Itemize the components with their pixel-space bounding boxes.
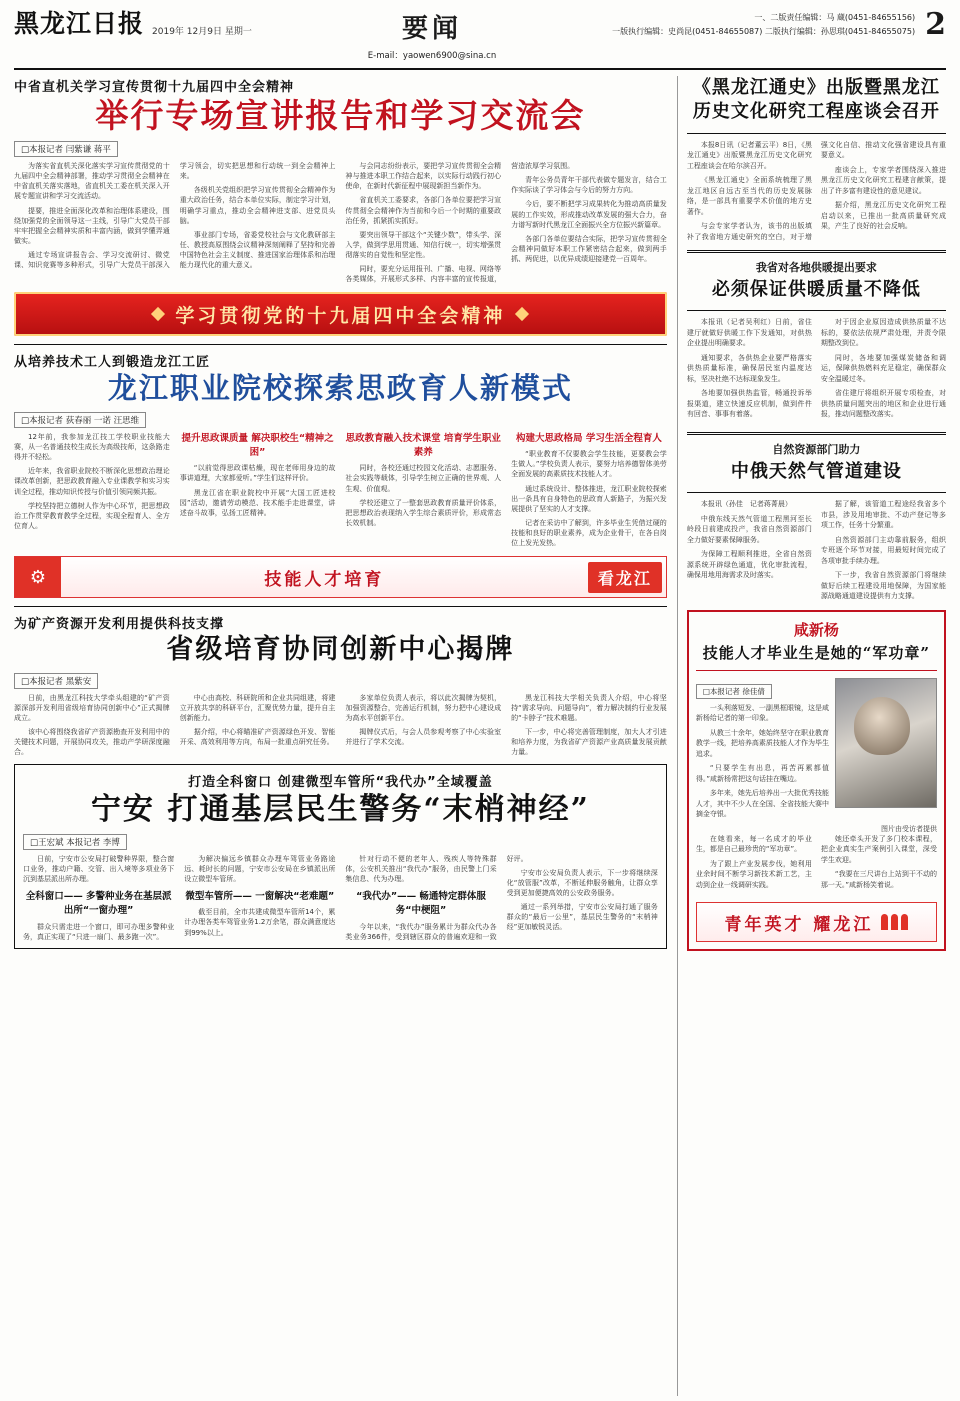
youth-banner-text: 青年英才 耀龙江 [724, 914, 874, 935]
paragraph: 为落实省直机关深化落实学习宣传贯彻党的十九届四中全会精神部署，推动学习贯彻全会精神在中省直机关落实落地，省直机关工委在机关深入开展专题宣讲和学习交流活动。 [14, 161, 170, 201]
paragraph: 为了跟上产业发展步伐，她利用业余时间不断学习新技术新工艺，主动到企业一线调研实践。 [695, 859, 812, 889]
article-innovation-center [14, 613, 667, 757]
paragraph: 据了解，该管道工程途经我省多个市县，涉及用地审批、不动产登记等多项工作，任务十分繁重。 [820, 500, 946, 530]
profile-headline: 技能人才毕业生是她的“军功章” [702, 643, 931, 662]
diamond-icon [515, 307, 529, 321]
right2-body [687, 317, 946, 424]
paragraph: 黑龙江科技大学相关负责人介绍，中心将坚持“需求导向、问题导向”，着力解决制约行业发展的“卡脖子”技术难题。 [511, 693, 667, 723]
masthead [14, 8, 946, 70]
paragraph: 与会同志纷纷表示，要把学习宣传贯彻全会精神与推进本职工作结合起来，以实际行动践行初心使命，在新时代新征程中展现新担当新作为。 [345, 161, 502, 191]
campaign-banner-text: 学习贯彻党的十九届四中全会精神 [175, 304, 506, 327]
paragraph: 截至目前，全市共建成微型车管所14个，累计办理各类车驾管业务1.2万余笔，群众满意度达到99%以上。 [184, 908, 336, 937]
divider [687, 432, 946, 435]
paragraph: 省直机关工委要求，各部门各单位要把学习宣传贯彻全会精神作为当前和今后一个时期的重要政治任务，抓紧抓实抓好。 [345, 196, 502, 225]
masthead-left [14, 8, 252, 38]
editors-line-1: 一、二版责任编辑：马 蔵(0451-84655156) [754, 13, 916, 22]
right3-body [687, 499, 946, 602]
publication-date: 2019年 12月9日 星期一 [152, 27, 252, 37]
article3-headline: 省级培育协同创新中心揭牌 [166, 634, 515, 666]
paragraph: 中心由高校、科研院所和企业共同组建，将建立开放共享的科研平台，汇聚优势力量，提升自主创新能力。 [179, 693, 336, 723]
paragraph: 省住建厅将组织开展专项检查，对供热质量问题突出的地区和企业进行通报，推动问题整改落实。 [820, 389, 946, 419]
paragraph: 学校还建立了一整套思政教育质量评价体系，把思想政治表现纳入学生综合素质评价，形成常态长效机制。 [345, 498, 502, 528]
divider [687, 133, 946, 134]
paragraph: 同时，要充分运用报刊、广播、电视、网络等各类媒体，开展形式多样、内容丰富的宣传报道，营造浓厚学习氛围。 [345, 161, 575, 284]
paragraph: 日前，宁安市公安局打破警种界限，整合窗口业务，推动户籍、交管、出入境等多项业务下沉到基层派出所办理。 [23, 854, 175, 883]
paragraph: 通过专场宣讲报告会、学习交流研讨、微党课、知识竞赛等多种形式，引导广大党员干部深入学习领会，切实把思想和行动统一到全会精神上来。 [14, 161, 336, 270]
article-profile [687, 610, 946, 952]
article2-kicker: 从培养技术工人到锻造龙江工匠 [14, 355, 211, 371]
paragraph: 宁安市公安局负责人表示，下一步将继续深化“放管服”改革，不断延伸服务触角，让群众享受到更加便捷高效的公安政务服务。 [506, 868, 658, 897]
worker-icon: ⚙ [15, 557, 61, 597]
paragraph: 《黑龙江通史》全面系统梳理了黑龙江地区自远古至当代的历史发展脉络，是一部具有重要学术价值的地方史著作。 [686, 176, 812, 216]
paragraph: 青年公务员青年干部代表做专题发言，结合工作实际谈了学习体会与今后的努力方向。 [511, 176, 667, 195]
lead-body [14, 161, 667, 285]
article2-subhead-3: 构建大思政格局 学习生活全程育人 [516, 432, 662, 444]
article2-byline: □本报记者 荻春丽 一诺 汪思维 [14, 412, 146, 428]
article4-subhead-2: 微型车管所—— 一窗解决“老难题” [185, 891, 335, 902]
right-column-zone [677, 76, 946, 1396]
article3-kicker: 为矿产资源开发利用提供科技支撑 [14, 617, 225, 633]
article2-body [14, 432, 667, 549]
paragraph: 多年来，她先后培养出一大批优秀技能人才，其中不少人在全国、全省技能大赛中摘金夺银。 [695, 789, 829, 819]
paper-name: 黑龙江日报 [14, 9, 145, 38]
lead-headline: 举行专场宣讲报告和学习交流会 [95, 96, 586, 135]
people-icon [881, 914, 908, 930]
divider [687, 310, 946, 311]
paragraph: “我要在三尺讲台上站到干不动的那一天。”咸新杨笑着说。 [820, 870, 937, 889]
profile-byline: □本报记者 徐佳倩 [696, 684, 772, 699]
divider [14, 344, 667, 345]
paragraph: “只要学生有出息，再苦再累都值得。”咸新杨常把这句话挂在嘴边。 [695, 764, 829, 783]
divider [14, 606, 667, 607]
paragraph: 多家单位负责人表示，将以此次揭牌为契机，加强资源整合，完善运行机制，努力把中心建设成为高水平创新平台。 [345, 693, 502, 723]
article4-body [23, 854, 658, 942]
article3-byline: □本报记者 黑紫安 [14, 673, 98, 689]
diamond-icon [151, 307, 165, 321]
article4-subhead-1: 全科窗口—— 多警种业务在基层派出所“一窗办理” [25, 891, 172, 917]
paragraph: 各级机关党组织把学习宣传贯彻全会精神作为重大政治任务，结合本单位实际，制定学习计划，明确学习重点，推动全会精神进支部、进党员头脑。 [179, 186, 336, 225]
article4-headline: 宁安 打通基层民生警务“末梢神经” [90, 791, 590, 827]
paragraph: 通过一系列举措，宁安市公安局打通了服务群众的“最后一公里”，基层民生警务的“末梢神经”更加敏锐灵活。 [506, 903, 658, 932]
article-gas-pipeline [687, 441, 946, 602]
paragraph: 下一步，中心将完善管理制度，加大人才引进和培养力度，为我省矿产资源产业高质量发展贡献力量。 [511, 728, 667, 757]
right2-headline: 必须保证供暖质量不降低 [711, 279, 921, 301]
paragraph: 自然资源部门主动靠前服务，组织专班逐个环节对接，用最短时间完成了各项审批手续办理。 [820, 535, 946, 565]
paragraph: 她还牵头开发了多门校本课程，把企业真实生产案例引入课堂，深受学生欢迎。 [820, 834, 937, 864]
paragraph: 对于因企业原因造成供热质量不达标的，要依法依规严肃处理，并责令限期整改到位。 [820, 318, 946, 348]
paragraph: 事业部门专场，省委党校社会与文化教研部主任、教授高原围绕会议精神深刻阐释了坚持和完善中国特色社会主义制度、推进国家治理体系和治理能力现代化的重大意义。 [179, 230, 336, 270]
paragraph: 本报8日讯（记者董云平）8日，《黑龙江通史》出版暨黑龙江历史文化研究工程座谈会在哈尔滨召开。 [686, 140, 812, 170]
article-heating [687, 259, 946, 424]
paragraph: 今年以来，“我代办”服务累计为群众代办各类业务366件，受到辖区群众的普遍欢迎和一致好评。 [345, 854, 528, 941]
paragraph: 为解决偏远乡镇群众办理车驾管业务路途远、耗时长的问题，宁安市公安局在乡镇派出所设立微型车管所。 [184, 854, 336, 883]
paragraph: 针对行动不便的老年人、残疾人等特殊群体，公安机关推出“我代办”服务，由民警上门采集信息、代为办理。 [345, 854, 497, 883]
right1-headline: 《黑龙江通史》出版暨黑龙江历史文化研究工程座谈会召开 [692, 77, 940, 123]
left-column-zone [14, 76, 667, 1396]
paragraph: 记者在采访中了解到，许多毕业生凭借过硬的技能和良好的职业素养，成为企业骨干，在各自岗位上发光发热。 [511, 518, 667, 548]
divider [696, 670, 937, 671]
masthead-center [252, 8, 612, 61]
paragraph: 12年前，我参加龙江技工学校职业技能大赛，从一名普通技校生成长为高级技师，这条路走得并不轻松。 [14, 432, 170, 462]
paragraph: “以前觉得思政课枯燥，现在老师用身边的故事讲道理，大家都爱听。”学生们这样评价。 [179, 464, 336, 483]
paragraph: 今后，要不断把学习成果转化为推动高质量发展的工作实效，形成推动改革发展的强大合力，奋力谱写新时代黑龙江全面振兴全方位振兴新篇章。 [511, 200, 667, 229]
profile-body-2 [696, 834, 937, 895]
divider [687, 492, 946, 493]
right3-headline: 中俄天然气管道建设 [730, 460, 902, 482]
skill-banner-text: 技能人才培育 [264, 569, 385, 590]
paragraph: 中俄东线天然气管道工程黑河至长岭段日前建成投产，我省自然资源部门全力做好要素保障服务。 [686, 514, 812, 544]
portrait-photo [835, 678, 937, 808]
paragraph: 同时，各校还通过校园文化活动、志愿服务、社会实践等载体，引导学生树立正确的世界观、人生观、价值观。 [345, 464, 502, 493]
article3-body [14, 693, 667, 758]
masthead-right [612, 8, 946, 40]
editors-block [612, 8, 915, 38]
profile-name: 咸新杨 [793, 620, 839, 639]
article-tongshi [687, 76, 946, 242]
page-number: 2 [925, 7, 946, 42]
paragraph: 学校坚持把立德树人作为中心环节，把思想政治工作贯穿教育教学全过程，实现全程育人、全方位育人。 [14, 501, 170, 530]
paragraph: 该中心将围绕我省矿产资源勘查开发利用中的关键技术问题，开展协同攻关，推动产学研深度融合。 [14, 728, 170, 757]
page-body [14, 76, 946, 1396]
youth-banner [696, 902, 937, 942]
paragraph: 近年来，我省职业院校不断深化思想政治理论课改革创新，把思政教育融入专业课教学和实习实训全过程，推动知识传授与价值引领同频共振。 [14, 467, 170, 496]
article-ningan [14, 764, 667, 949]
paragraph: 黑龙江省在职业院校中开展“大国工匠进校园”活动，邀请劳动模范、技术能手走进课堂，讲述奋斗故事，弘扬工匠精神。 [179, 488, 336, 517]
skill-banner [14, 556, 667, 598]
campaign-banner [14, 292, 667, 336]
right3-kicker: 自然资源部门助力 [772, 442, 861, 456]
article-lead [14, 76, 667, 284]
paragraph: 一头利落短发、一副黑框眼镜，这是咸新杨给记者的第一印象。 [695, 703, 829, 723]
lead-byline: □本报记者 闫紫谦 蒋平 [14, 141, 118, 157]
paragraph: 在她看来，每一名成才的毕业生，都是自己最珍贵的“军功章”。 [695, 834, 812, 854]
paragraph: 同时，各地要加强煤炭储备和调运，保障供热燃料充足稳定，确保群众安全温暖过冬。 [820, 353, 946, 383]
paragraph: 通知要求，各供热企业要严格落实供热质量标准，确保居民室内温度达标，坚决杜绝不达标现象发生。 [686, 353, 812, 383]
article4-byline: □王宏斌 本报记者 李博 [23, 834, 127, 850]
paragraph: 揭牌仪式后，与会人员参观考察了中心实验室并进行了学术交流。 [345, 728, 502, 747]
skill-banner-tag: 看龙江 [588, 562, 662, 593]
paragraph: 从教三十余年，她始终坚守在职业教育教学一线，把培养高素质技能人才作为毕生追求。 [695, 728, 829, 758]
section-title: 要闻 [401, 14, 462, 44]
article4-subhead-3: “我代办”—— 畅通特定群体服务“中梗阻” [356, 891, 486, 917]
paragraph: 提要，推进全面深化改革和治理体系建设，围绕加强党的全面领导这一主线，引导广大党员干部牢牢把握全会精神实质和丰富内涵，做到学懂弄通做实。 [14, 206, 170, 245]
right1-body [687, 140, 946, 243]
right2-kicker: 我省对各地供暖提出要求 [755, 261, 877, 275]
paragraph: 通过系统设计、整体推进，龙江职业院校探索出一条具有自身特色的思政育人新路子，为振兴发展提供了坚实的人才支撑。 [511, 484, 667, 513]
article-vocational [14, 351, 667, 548]
article4-kicker: 打造全科窗口 创建微型车管所“我代办”全域覆盖 [188, 774, 493, 790]
paragraph: 下一步，我省自然资源部门将继续做好后续工程建设用地保障，为国家能源战略通道建设提供有力支撑。 [820, 571, 946, 601]
paragraph: 据介绍，中心将瞄准矿产资源绿色开发、智能开采、高效利用等方向，布局一批重点研究任务。 [179, 728, 336, 747]
paragraph: 群众只需走进一个窗口，即可办理多警种业务，真正实现了“只进一扇门、最多跑一次”。 [23, 922, 175, 941]
paragraph: 各地要加强供热监管，畅通投诉举报渠道，建立快速反应机制，做到件件有回音、事事有着落。 [686, 389, 812, 419]
paragraph: 据介绍，黑龙江历史文化研究工程启动以来，已推出一批高质量研究成果，产生了良好的社会反响。 [820, 201, 946, 231]
paragraph: 本报讯（记者吴利红）日前，省住建厅就做好供暖工作下发通知，对供热企业提出明确要求。 [686, 318, 812, 348]
lead-kicker: 中省直机关学习宣传贯彻十九届四中全会精神 [14, 80, 295, 95]
article2-subhead-1: 提升思政课质量 解决职校生“精神之困” [181, 432, 334, 459]
article2-subhead-2: 思政教育融入技术课堂 培育学生职业素养 [345, 432, 501, 459]
divider [687, 250, 946, 253]
paragraph: 各部门各单位要结合实际，把学习宣传贯彻全会精神同做好本职工作紧密结合起来，做到两手抓、两促进，以优异成绩迎接建党一百周年。 [511, 234, 667, 264]
paragraph: 与会专家学者认为，该书的出版填补了我省地方通史研究的空白，对于增强文化自信、推动文化强省建设具有重要意义。 [686, 140, 946, 241]
article2-headline: 龙江职业院校探索思政育人新模式 [107, 371, 573, 406]
paragraph: 要突出领导干部这个“关键少数”，带头学、深入学，做到学思用贯通、知信行统一，切实增强贯彻落实的自觉性和坚定性。 [345, 230, 502, 260]
photo-caption: 图片由受访者提供 [881, 824, 937, 833]
right3-byline: 本报讯（孙佳 记者蒋菁晨） [700, 500, 792, 509]
paragraph: “职业教育不仅要教会学生技能，更要教会学生做人。”学校负责人表示，要努力培养德智体美劳全面发展的高素质技术技能人才。 [511, 450, 667, 479]
paragraph: 座谈会上，专家学者围绕深入推进黑龙江历史文化研究工程建言献策，提出了许多富有建设性的意见建议。 [820, 165, 946, 195]
paragraph: 为保障工程顺利推进，全省自然资源系统开辟绿色通道，优化审批流程，确保用地用海需求及时落实。 [686, 550, 812, 580]
paragraph: 日前，由黑龙江科技大学牵头组建的“矿产资源深部开发利用省级培育协同创新中心”正式揭牌成立。 [14, 693, 170, 723]
contact-email: E-mail：yaowen6900@sina.cn [367, 51, 497, 61]
editors-line-2: 一版执行编辑：史尚昆(0451-84655087) 二版执行编辑：孙思琪(0451-84655075) [612, 26, 916, 36]
